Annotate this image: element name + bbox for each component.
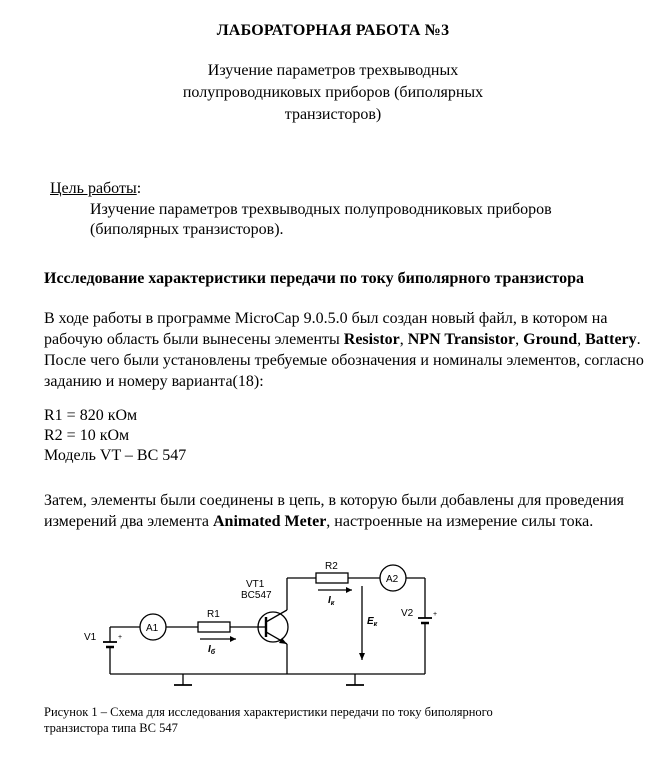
section-heading: Исследование характеристики передачи по току биполярного транзистора: [44, 270, 584, 287]
goal-label: [50, 180, 141, 198]
caption-line-2: транзистора типа BC 547: [44, 721, 178, 735]
p1-bold-npn: NPN Transistor: [407, 331, 516, 348]
r2-resistor: [316, 573, 348, 583]
a2-label: A2: [386, 574, 399, 585]
goal-label-colon: :: [136, 180, 142, 197]
param-model: Модель VT – BC 547: [44, 447, 187, 464]
figure-caption: [44, 704, 644, 736]
ek-main: E: [367, 616, 374, 627]
vt1-label: VT1: [246, 579, 265, 590]
page-subtitle: [0, 60, 666, 126]
goal-label-text: Цель работы: [50, 180, 137, 197]
ib-sub: б: [210, 649, 216, 656]
p1-text-5: . После чего были установлены требуемые обозначения и номиналы элементов, согласно заданию и номеру варианта(18):: [44, 331, 644, 390]
ek-arrowhead: [359, 653, 365, 660]
ik-sub: к: [330, 600, 335, 607]
ib-label: [208, 644, 216, 656]
subtitle-line-1: Изучение параметров трехвыводных: [207, 62, 459, 79]
p1-bold-ground: Ground: [523, 331, 578, 348]
r1-resistor: [198, 622, 230, 632]
ek-sub: к: [373, 621, 378, 628]
caption-line-1: Рисунок 1 – Схема для исследования характеристики передачи по току биполярного: [44, 705, 493, 719]
p1-text-4: ,: [577, 331, 586, 348]
ek-label: [367, 616, 378, 628]
goal-line-1: Изучение параметров трехвыводных полупроводниковых приборов: [90, 201, 552, 218]
p1-text-2: ,: [399, 331, 408, 348]
v2-label: V2: [401, 608, 414, 619]
goal-line-2: (биполярных транзисторов).: [90, 221, 284, 238]
param-r1: R1 = 820 кОм: [44, 407, 138, 424]
r1-label: R1: [207, 609, 220, 620]
circuit-diagram: [70, 560, 450, 695]
v1-label: V1: [84, 632, 97, 643]
a1-label: A1: [146, 623, 159, 634]
p1-text-3: ,: [515, 331, 524, 348]
p2-text-1: Затем, элементы были соединены в цепь, в которую были добавлены для проведения измерений два элемента: [44, 492, 625, 530]
v2-plus: +: [433, 611, 438, 618]
ib-arrowhead: [230, 636, 236, 642]
page-title: ЛАБОРАТОРНАЯ РАБОТА №3: [216, 22, 450, 39]
r2-label: R2: [325, 561, 338, 572]
subtitle-line-2: полупроводниковых приборов (биполярных: [182, 84, 484, 101]
p2-bold-meter: Animated Meter: [213, 513, 327, 530]
subtitle-line-3: транзисторов): [284, 106, 382, 123]
ik-main: I: [328, 595, 331, 606]
ib-main: I: [208, 644, 211, 655]
param-r2: R2 = 10 кОм: [44, 427, 130, 444]
parameters-list: [44, 406, 186, 466]
paragraph-1: [44, 308, 644, 392]
p1-bold-resistor: Resistor: [343, 331, 400, 348]
goal-text: [90, 200, 630, 240]
p2-text-2: , настроенные на измерение силы тока.: [326, 513, 594, 530]
ik-arrowhead: [346, 587, 352, 593]
ik-label: [328, 595, 335, 607]
vt1-model: BC547: [241, 590, 272, 601]
p1-text-1: В ходе работы в программе MicroCap 9.0.5.0 был создан новый файл, в котором на рабочую область были вынесены элементы: [44, 310, 608, 348]
paragraph-2: [44, 490, 644, 532]
v1-plus: +: [118, 634, 123, 641]
p1-bold-battery: Battery: [585, 331, 637, 348]
